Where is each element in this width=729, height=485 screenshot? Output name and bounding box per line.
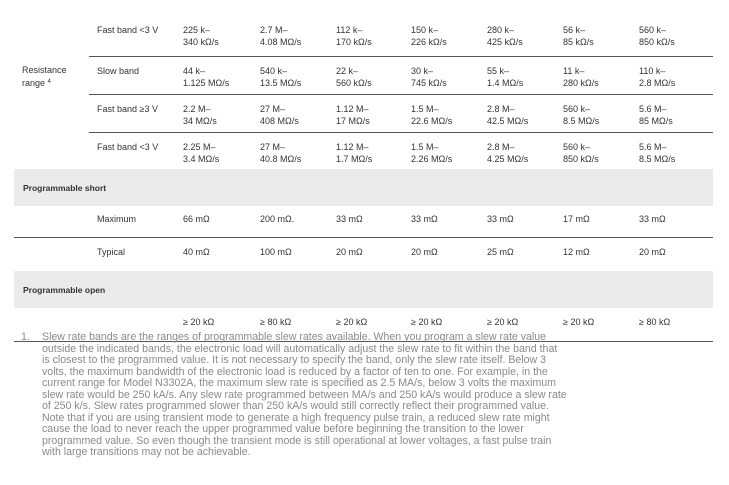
table-cell: 2.25 M– 3.4 MΩ/s: [183, 141, 220, 164]
table-cell: 540 k– 13.5 MΩ/s: [259, 56, 335, 94]
footnote-line: Note that if you are using transient mode to generate a high frequency pulse train, a reduced slew rate might: [42, 411, 550, 424]
row-label: Maximum: [89, 206, 182, 238]
table-cell: 20 mΩ: [336, 247, 363, 257]
table-cell: 1.12 M– 1.7 MΩ/s: [336, 141, 373, 164]
table-cell: 110 k– 2.8 MΩ/s: [638, 56, 713, 94]
section-title: Programmable short: [14, 169, 713, 206]
table-cell: 66 mΩ: [182, 206, 259, 238]
table-row: [14, 238, 713, 272]
table-cell: 280 k– 425 kΩ/s: [486, 15, 562, 56]
specifications-table: [14, 15, 713, 342]
table-cell: 20 mΩ: [411, 247, 438, 257]
table-cell: ≥ 80 kΩ: [638, 308, 713, 342]
table-row: [14, 56, 713, 94]
table-cell: 33 mΩ: [638, 206, 713, 238]
footnote-line: is closest to the programmed value. It is not necessary to specify the band, only the slew rate itself. Below 3: [42, 354, 547, 366]
footnote-line: of 250 k/s. Slew rates programmed slower than 250 kA/s would still correctly reflect their programmed value.: [42, 400, 549, 412]
footnote-line: programmed value. So even though the transient mode is still operational at lower voltages, a fast pulse train: [42, 434, 552, 447]
table-cell: ≥ 20 kΩ: [335, 308, 410, 342]
table-cell: 55 k– 1.4 MΩ/s: [486, 56, 562, 94]
row-group-cell: [14, 94, 89, 132]
footnote-text: [42, 332, 717, 459]
row-label: Slow band: [89, 56, 182, 94]
table-cell: 560 k– 8.5 MΩ/s: [562, 94, 638, 132]
footnote-line: Slew rate bands are the ranges of programmable slew rates available. When you program a slew rate value: [42, 331, 547, 343]
table-cell: 2.8 M– 42.5 MΩ/s: [486, 94, 562, 132]
table-cell: 560 k– 850 kΩ/s: [563, 141, 599, 164]
table-cell: 40 mΩ: [183, 247, 210, 257]
table-cell: 2.8 M– 4.25 MΩ/s: [487, 141, 529, 164]
table-cell: 22 k– 560 kΩ/s: [335, 56, 410, 94]
table-cell: 30 k– 745 kΩ/s: [410, 56, 486, 94]
section-header-row: [14, 271, 713, 308]
row-group-label: Resistance range $^4$: [22, 65, 67, 88]
footnote-line: volts, the maximum bandwidth of the electronic load is reduced by a factor of ten to one. For example, in the: [42, 365, 548, 378]
table-cell: ≥ 20 kΩ: [486, 308, 562, 342]
table-cell: 20 mΩ: [639, 247, 666, 257]
table-cell: 112 k– 170 kΩ/s: [335, 15, 410, 56]
footnote-line: slew rate would be 250 kA/s. Any slew rate programmed between MA/s and 250 kA/s would produce a slew rate: [42, 388, 567, 401]
table-cell: 33 mΩ: [335, 206, 410, 238]
table-cell: 1.5 M– 22.6 MΩ/s: [410, 94, 486, 132]
table-cell: 200 mΩ.: [259, 206, 335, 238]
table-cell: 27 M– 408 MΩ/s: [259, 94, 335, 132]
table-cell: ≥ 20 kΩ: [562, 308, 638, 342]
programmable-short-group: [14, 169, 713, 271]
table-cell: 100 mΩ: [260, 247, 292, 257]
row-group-cell: [14, 238, 89, 272]
row-group-cell: [14, 132, 89, 169]
row-label: Fast band <3 V: [89, 15, 182, 56]
table-cell: 11 k– 280 kΩ/s: [562, 56, 638, 94]
resistance-range-group: [14, 15, 713, 169]
table-cell: 5.6 M– 85 MΩ/s: [638, 94, 713, 132]
footnote-line: current range for Model N3302A, the maximum slew rate is specified as 2.5 MA/s, below 3 volts the maximum: [42, 377, 557, 389]
footnote: [21, 332, 717, 459]
table-cell: ≥ 20 kΩ: [410, 308, 486, 342]
footnote-number: 1.: [21, 331, 30, 343]
table-row: [14, 132, 713, 169]
table-cell: 17 mΩ: [562, 206, 638, 238]
table-row: [14, 94, 713, 132]
table-cell: 33 mΩ: [410, 206, 486, 238]
row-label: Fast band <3 V: [97, 141, 159, 152]
table-cell: 1.5 M– 2.26 MΩ/s: [411, 141, 453, 164]
table-cell: 225 k– 340 kΩ/s: [182, 15, 259, 56]
table-cell: 2.7 M– 4.08 MΩ/s: [259, 15, 335, 56]
table-cell: 560 k– 850 kΩ/s: [638, 15, 713, 56]
table-cell: 5.6 M– 8.5 MΩ/s: [639, 141, 676, 164]
row-group-cell: [14, 206, 89, 238]
table-cell: 44 k– 1.125 MΩ/s: [182, 56, 259, 94]
table-cell: 2.2 M– 34 MΩ/s: [182, 94, 259, 132]
footnote-line: outside the indicated bands, the electronic load will automatically adjust the slew rate to fit within the band that: [42, 342, 558, 355]
table-cell: 1.12 M– 17 MΩ/s: [335, 94, 410, 132]
footnote-line: cause the load to never reach the upper programmed value before beginning the transition to the lower: [42, 423, 524, 435]
table-cell: 25 mΩ: [487, 247, 514, 257]
table-cell: ≥ 80 kΩ: [259, 308, 335, 342]
table-cell: 33 mΩ: [486, 206, 562, 238]
table-row: [14, 206, 713, 238]
table-cell: 27 M– 40.8 MΩ/s: [260, 141, 302, 164]
row-label: Fast band ≥3 V: [89, 94, 182, 132]
table-cell: 150 k– 226 kΩ/s: [410, 15, 486, 56]
table-cell: 12 mΩ: [563, 247, 590, 257]
table-cell: ≥ 20 kΩ: [182, 308, 259, 342]
row-label: Typical: [97, 247, 126, 257]
footnote-line: with large transitions may not be achievable.: [42, 446, 251, 458]
table-cell: 56 k– 85 kΩ/s: [562, 15, 638, 56]
row-group-cell: [14, 15, 89, 56]
section-header-row: [14, 169, 713, 206]
section-title: Programmable open: [14, 271, 713, 308]
table-row: [14, 15, 713, 56]
